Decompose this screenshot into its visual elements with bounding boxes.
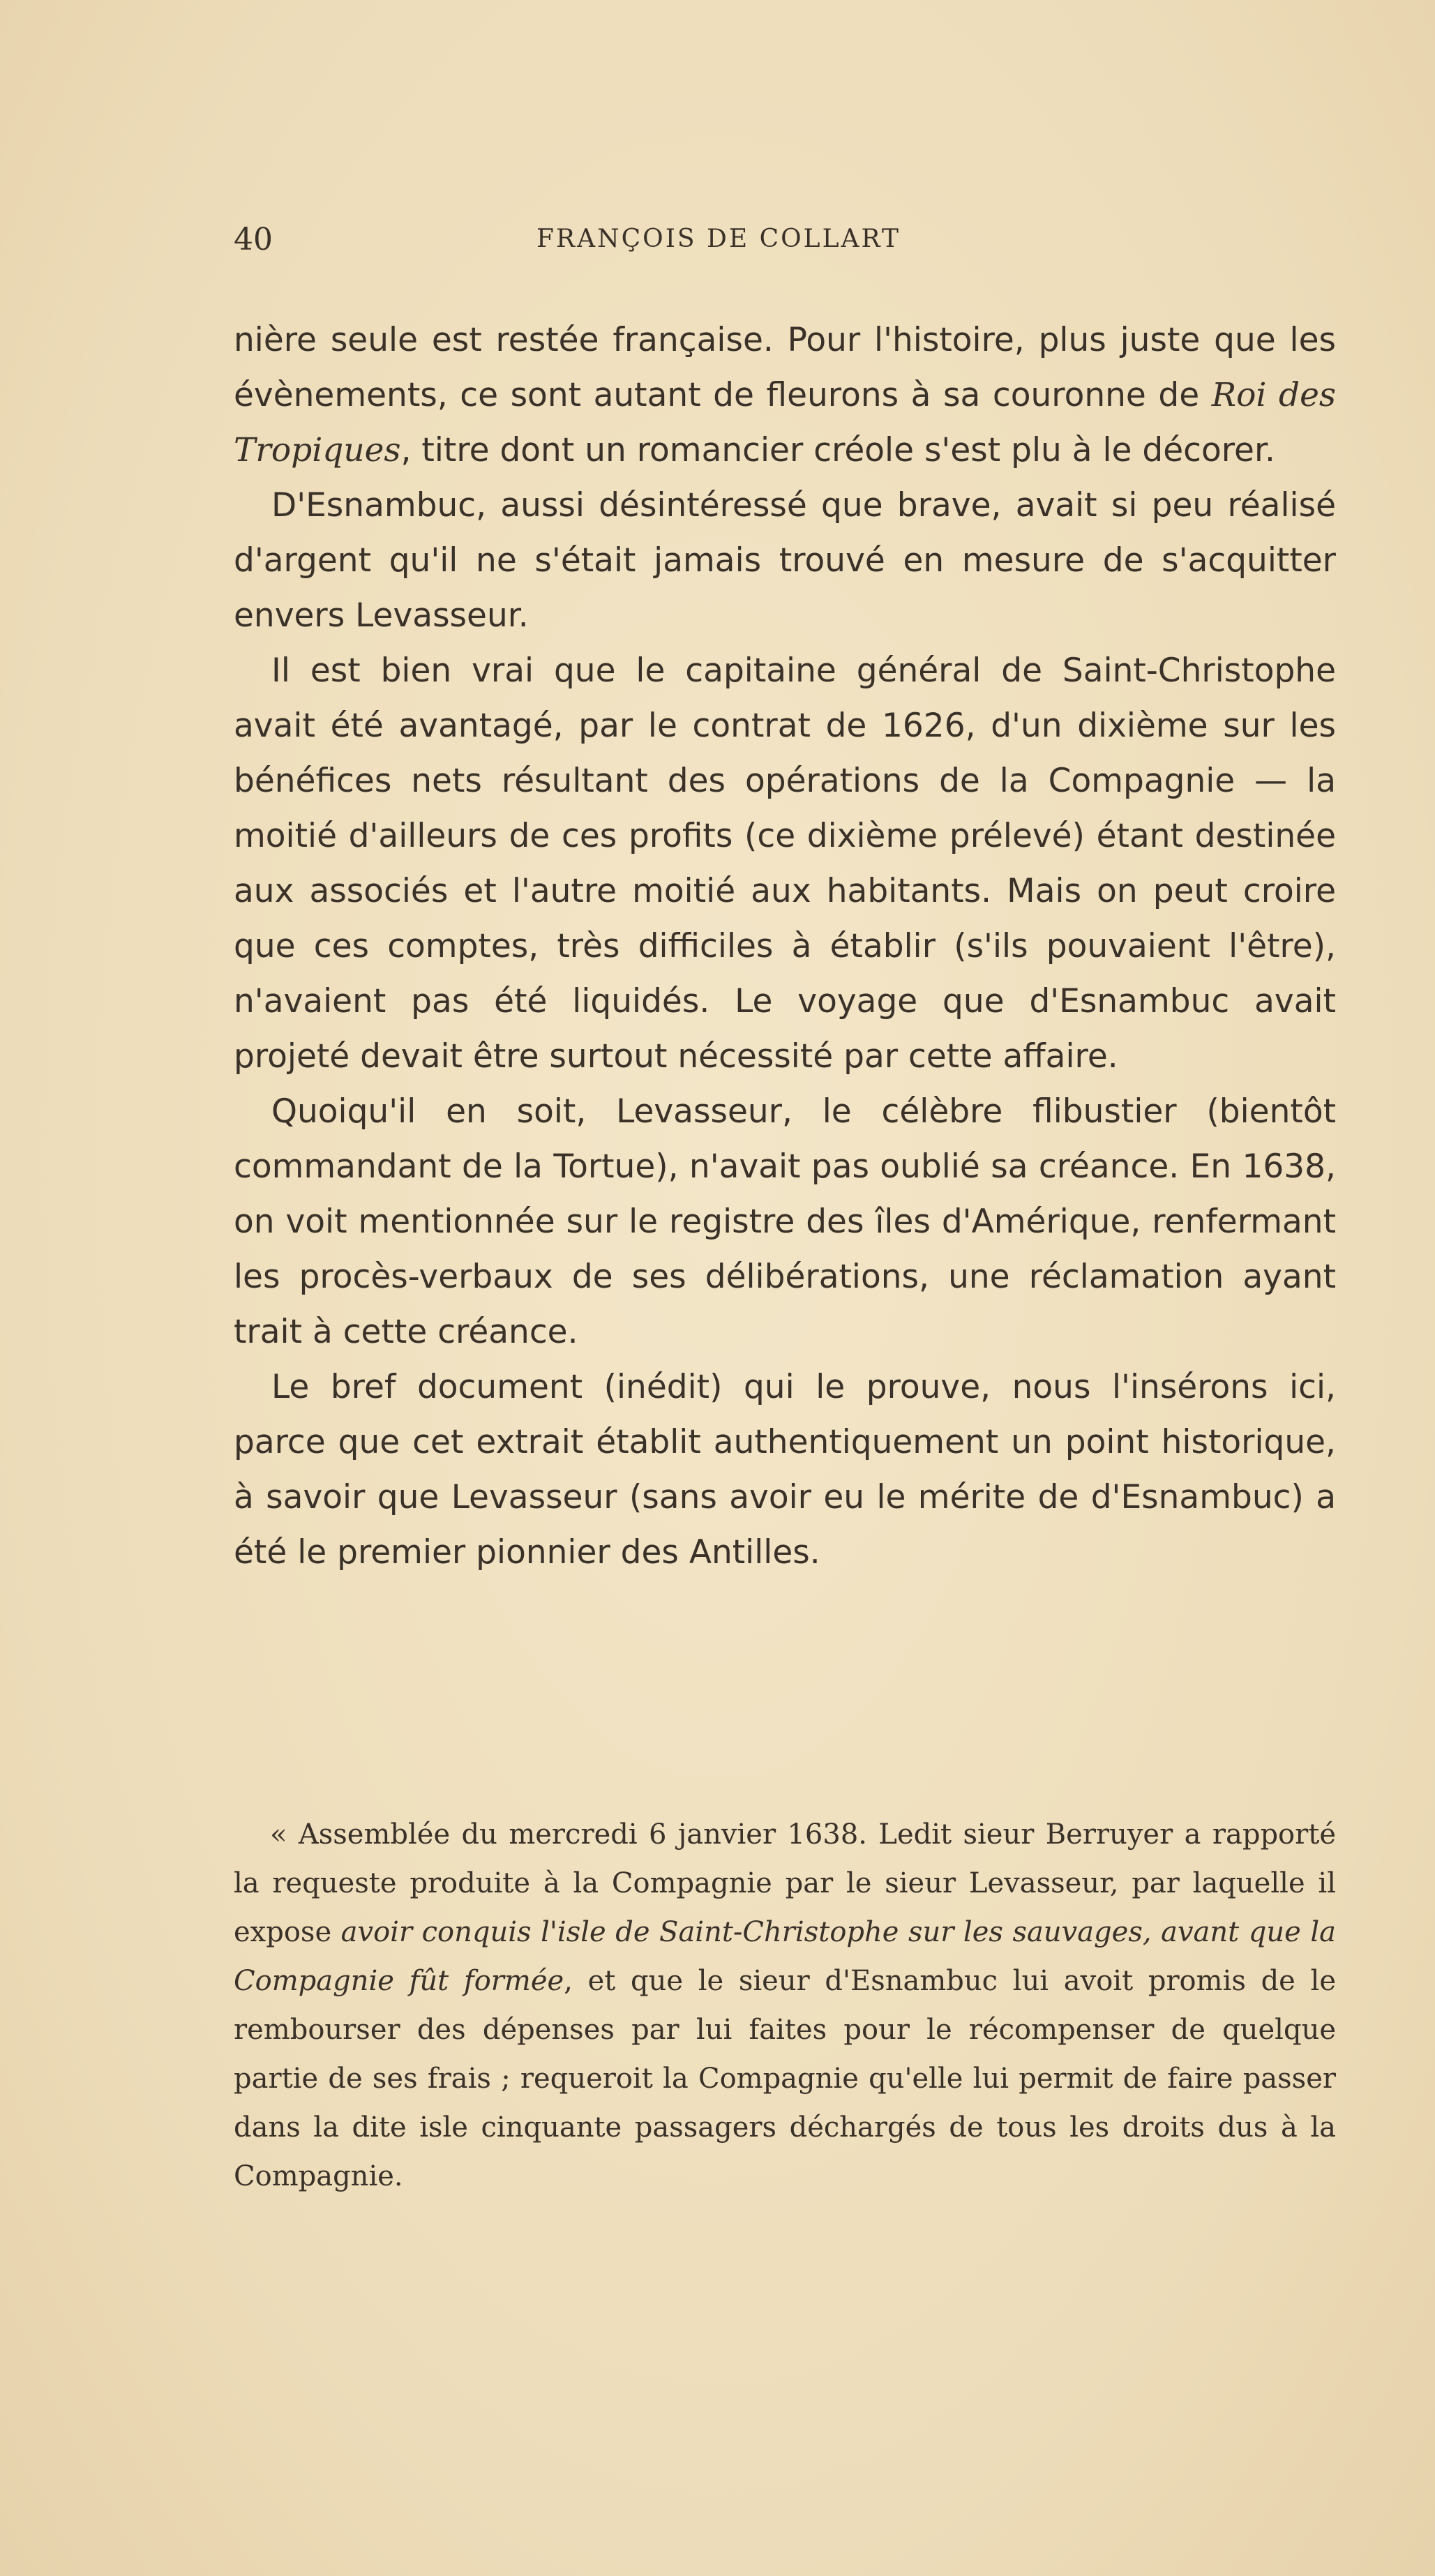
paragraph-1-end: , titre dont un romancier créole s'est plu à le décorer. — [400, 431, 1275, 469]
paragraph-3: Il est bien vrai que le capitaine général de Saint-Christophe avait été avantagé, par le contrat de 1626, d'un dixième sur les bénéfices nets résultant des opérations de la Compagnie — la moitié d'ailleurs de ces profits (ce dixième prélevé) étant destinée aux associés et l'autre moitié aux habitants. Mais on peut croire que ces comptes, très difficiles à établir (s'ils pouvaient l'être), n'avaient pas été liquidés. Le voyage que d'Esnambuc avait projeté devait être surtout nécessité par cette affaire. — [234, 651, 1336, 1076]
paragraph-1 — [234, 312, 1336, 478]
quoted-extract — [234, 1810, 1336, 2201]
running-title: FRANÇOIS DE COLLART — [536, 225, 901, 253]
page-header — [234, 222, 1203, 264]
quote-end: , et que le sieur d'Esnambuc lui avoit promis de le rembourser des dépenses par lui faites pour le récompenser de quelque partie de ses frais ; requeroit la Compagnie qu'elle lui permit de faire passer dans la dite isle cinquante passagers déchargés de tous les droits dus à la Compagnie. — [234, 1965, 1336, 2192]
quote-paragraph — [234, 1810, 1336, 2201]
paragraph-5: Le bref document (inédit) qui le prouve, nous l'insérons ici, parce que cet extrait établit authentiquement un point historique, à savoir que Levasseur (sans avoir eu le mérite de d'Esnambuc) a été le premier pionnier des Antilles. — [234, 1368, 1336, 1572]
paragraph-1-start: nière seule est restée française. Pour l'histoire, plus juste que les évènements, ce sont autant de fleurons à sa couronne de — [234, 321, 1336, 414]
main-text — [234, 312, 1336, 1580]
paragraph-2: D'Esnambuc, aussi désintéressé que brave, avait si peu réalisé d'argent qu'il ne s'était jamais trouvé en mesure de s'acquitter envers Levasseur. — [234, 486, 1336, 635]
quote-italic: avoir conquis l'isle de Saint-Christophe sur les sauvages, avant que la Compagnie fût formée — [234, 1916, 1336, 1997]
paragraph-4: Quoiqu'il en soit, Levasseur, le célèbre flibustier (bientôt commandant de la Tortue), n'avait pas oublié sa créance. En 1638, on voit mentionnée sur le registre des îles d'Amérique, renfermant les procès-verbaux de ses délibérations, une réclamation ayant trait à cette créance. — [234, 1092, 1336, 1351]
quote-start: « Assemblée du mercredi 6 janvier 1638. Ledit sieur Berruyer a rapporté la requeste produite à la Compagnie par le sieur Levasseur, par laquelle il expose — [234, 1818, 1336, 1948]
paragraph-1-italic-title: Roi des Tropiques — [234, 376, 1337, 469]
page-number: 40 — [234, 222, 273, 257]
